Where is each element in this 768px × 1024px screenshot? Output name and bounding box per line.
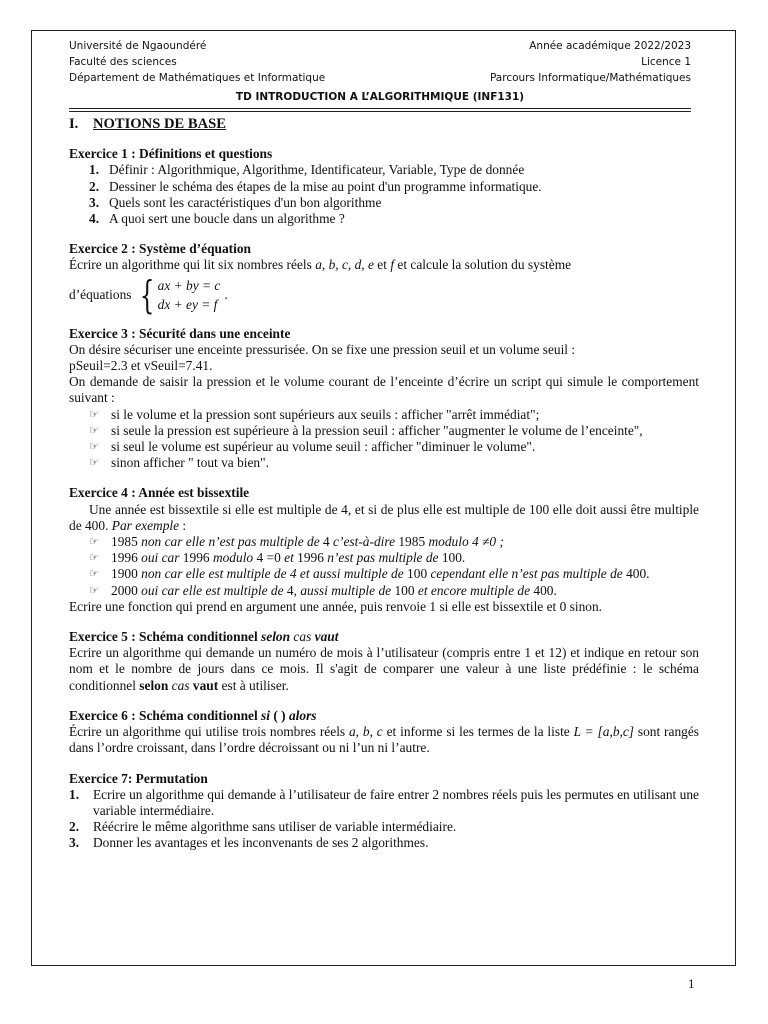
variable-f: f <box>390 257 395 273</box>
item-text: Réécrire le même algorithme sans utiliser de variable intermédiaire. <box>93 819 457 835</box>
document-title: TD INTRODUCTION A L’ALGORITHMIQUE (INF131) <box>235 91 525 103</box>
department-name: Département de Mathématiques et Informatique <box>69 72 326 84</box>
paragraph: Ecrire un algorithme qui demande un numéro de mois à l’utilisateur (compris entre 1 et 12) et indique en retour son nom et le nombre de jours dans ce mois. Il s'agit de comparer une valeur à une liste prédéfinie : le schéma conditionnel selon cas vaut est à utiliser. <box>69 645 699 693</box>
bullet-item <box>69 407 699 423</box>
list-item <box>69 835 699 851</box>
pointing-hand-icon: ☞ <box>89 456 99 470</box>
item-text: Donner les avantages et les inconvenants de ses 2 algorithmes. <box>93 835 429 851</box>
text: Une année est bissextile si elle est multiple de 4, et si de plus elle est multiple de 100 elle doit aussi être multiple de 400. <box>69 501 699 533</box>
bullet-text: si le volume et la pression sont supérieurs aux seuils : afficher "arrêt immédiat"; <box>111 406 540 422</box>
item-text: Définir : Algorithmique, Algorithme, Identificateur, Variable, Type de donnée <box>109 162 525 178</box>
pointing-hand-icon: ☞ <box>89 535 99 549</box>
title-rule <box>69 108 691 109</box>
exercise-4-title: Exercice 4 : Année est bissextile <box>69 485 250 501</box>
track: Parcours Informatique/Mathématiques <box>489 72 691 84</box>
paragraph: Ecrire une fonction qui prend en argument une année, puis renvoie 1 si elle est bissextile et 0 sinon. <box>69 598 602 614</box>
equation-end: . <box>224 286 228 302</box>
equations <box>158 276 221 314</box>
exercise-4 <box>69 485 699 615</box>
bullet-text: si seule la pression est supérieure à la pression seuil : afficher "augmenter le volume de l’enceinte", <box>111 422 643 438</box>
bullet-item: ☞ 2000 oui car elle est multiple de 4, aussi multiple de 100 et encore multiple de 400. <box>89 582 557 598</box>
exercise-7-title: Exercice 7: Permutation <box>69 770 208 786</box>
academic-year: Année académique 2022/2023 <box>529 40 691 52</box>
bullet-item: ☞ 1900 non car elle est multiple de 4 et aussi multiple de 100 cependant elle n’est pas multiple de 400. <box>89 566 650 582</box>
exercise-6 <box>69 708 699 757</box>
paragraph: On désire sécuriser une enceinte pressurisée. On se fixe une pression seuil et un volume seuil : <box>69 341 576 357</box>
item-text: Quels sont les caractéristiques d'un bon algorithme <box>109 194 382 210</box>
title-rule-2 <box>69 111 691 112</box>
exercise-1-list <box>69 162 699 227</box>
bullet-item <box>69 423 699 439</box>
brace-icon: { <box>140 272 155 317</box>
equation-label: d’équations <box>69 286 132 302</box>
item-number: 4. <box>89 211 100 227</box>
exercise-2-title: Exercice 2 : Système d’équation <box>69 241 251 257</box>
section-heading <box>69 116 699 132</box>
pointing-hand-icon: ☞ <box>89 440 99 454</box>
item-number: 1. <box>69 786 80 802</box>
paragraph: On demande de saisir la pression et le volume courant de l’enceinte d’écrire un script qui simule le comportement suivant : <box>69 374 699 406</box>
list-item <box>69 787 699 819</box>
paragraph: pSeuil=2.3 et vSeuil=7.41. <box>69 358 213 374</box>
exercise-1 <box>69 146 699 227</box>
equation-1: ax + by = c <box>157 277 221 293</box>
pointing-hand-icon: ☞ <box>89 583 99 597</box>
bullet-item: ☞ 1985 non car elle n’est pas multiple de 4 c’est-à-dire 1985 modulo 4 ≠0 ; <box>89 534 504 550</box>
header-row-3 <box>69 70 691 86</box>
text: : <box>179 517 187 533</box>
list-item <box>69 162 699 178</box>
bullet-text: si seul le volume est supérieur au volume seuil : afficher "diminuer le volume". <box>111 439 536 455</box>
text: et <box>373 257 391 273</box>
exercise-5-title: Exercice 5 : Schéma conditionnel selon cas vaut <box>69 629 339 645</box>
page-number: 1 <box>688 976 695 991</box>
pointing-hand-icon: ☞ <box>89 407 99 421</box>
item-number: 3. <box>69 835 80 851</box>
item-number: 2. <box>69 819 80 835</box>
paragraph <box>69 502 699 534</box>
section-title: NOTIONS DE BASE <box>93 116 227 132</box>
item-text: A quoi sert une boucle dans un algorithme ? <box>109 211 345 227</box>
list-item <box>69 819 699 835</box>
equation-2: dx + ey = f <box>157 296 218 312</box>
header-row-1 <box>69 38 691 54</box>
exercise-3-title: Exercice 3 : Sécurité dans une enceinte <box>69 325 291 341</box>
variables: a, b, c, d, e <box>315 257 374 273</box>
item-number: 2. <box>89 178 100 194</box>
list-item <box>69 179 699 195</box>
pointing-hand-icon: ☞ <box>89 551 99 565</box>
exercise-1-title: Exercice 1 : Définitions et questions <box>69 146 273 162</box>
bullet-item <box>69 439 699 455</box>
bullet-item: ☞ 1996 oui car 1996 modulo 4 =0 et 1996 n’est pas multiple de 100. <box>89 550 466 566</box>
pointing-hand-icon: ☞ <box>89 423 99 437</box>
exercise-6-title: Exercice 6 : Schéma conditionnel si ( ) alors <box>69 707 317 723</box>
text: et calcule la solution du système <box>394 257 572 273</box>
bullet-item <box>69 455 699 471</box>
item-text: Ecrire un algorithme qui demande à l’utilisateur de faire entrer 2 nombres réels puis les permutes en utilisant une variable intermédiaire. <box>93 786 699 818</box>
exercise-2 <box>69 241 699 317</box>
paragraph: Écrire un algorithme qui utilise trois nombres réels a, b, c et informe si les termes de la liste L = [a,b,c] sont rangés dans l’ordre croissant, dans l’ordre décroissant ou ni l’un ni l’autre. <box>69 724 699 756</box>
section-number: I. <box>69 116 79 132</box>
item-text: Dessiner le schéma des étapes de la mise au point d'un programme informatique. <box>109 178 542 194</box>
exercise-3 <box>69 326 699 472</box>
exercise-5 <box>69 629 699 694</box>
exercise-7 <box>69 771 699 852</box>
university-name: Université de Ngaoundéré <box>69 40 207 52</box>
item-number: 1. <box>89 162 100 178</box>
equation-system <box>69 272 699 317</box>
pointing-hand-icon: ☞ <box>89 567 99 581</box>
list-item <box>69 211 699 227</box>
list-item <box>69 195 699 211</box>
bullet-text: sinon afficher " tout va bien". <box>111 455 269 471</box>
item-number: 3. <box>89 194 100 210</box>
header-row-2 <box>69 54 691 70</box>
document-body <box>69 116 699 866</box>
exercise-2-text <box>69 257 699 273</box>
text-italic: Par exemple <box>111 517 180 533</box>
level: Licence 1 <box>641 56 691 68</box>
exercise-7-list <box>69 787 699 852</box>
faculty-name: Faculté des sciences <box>69 56 177 68</box>
text: Écrire un algorithme qui lit six nombres réels <box>69 257 316 273</box>
